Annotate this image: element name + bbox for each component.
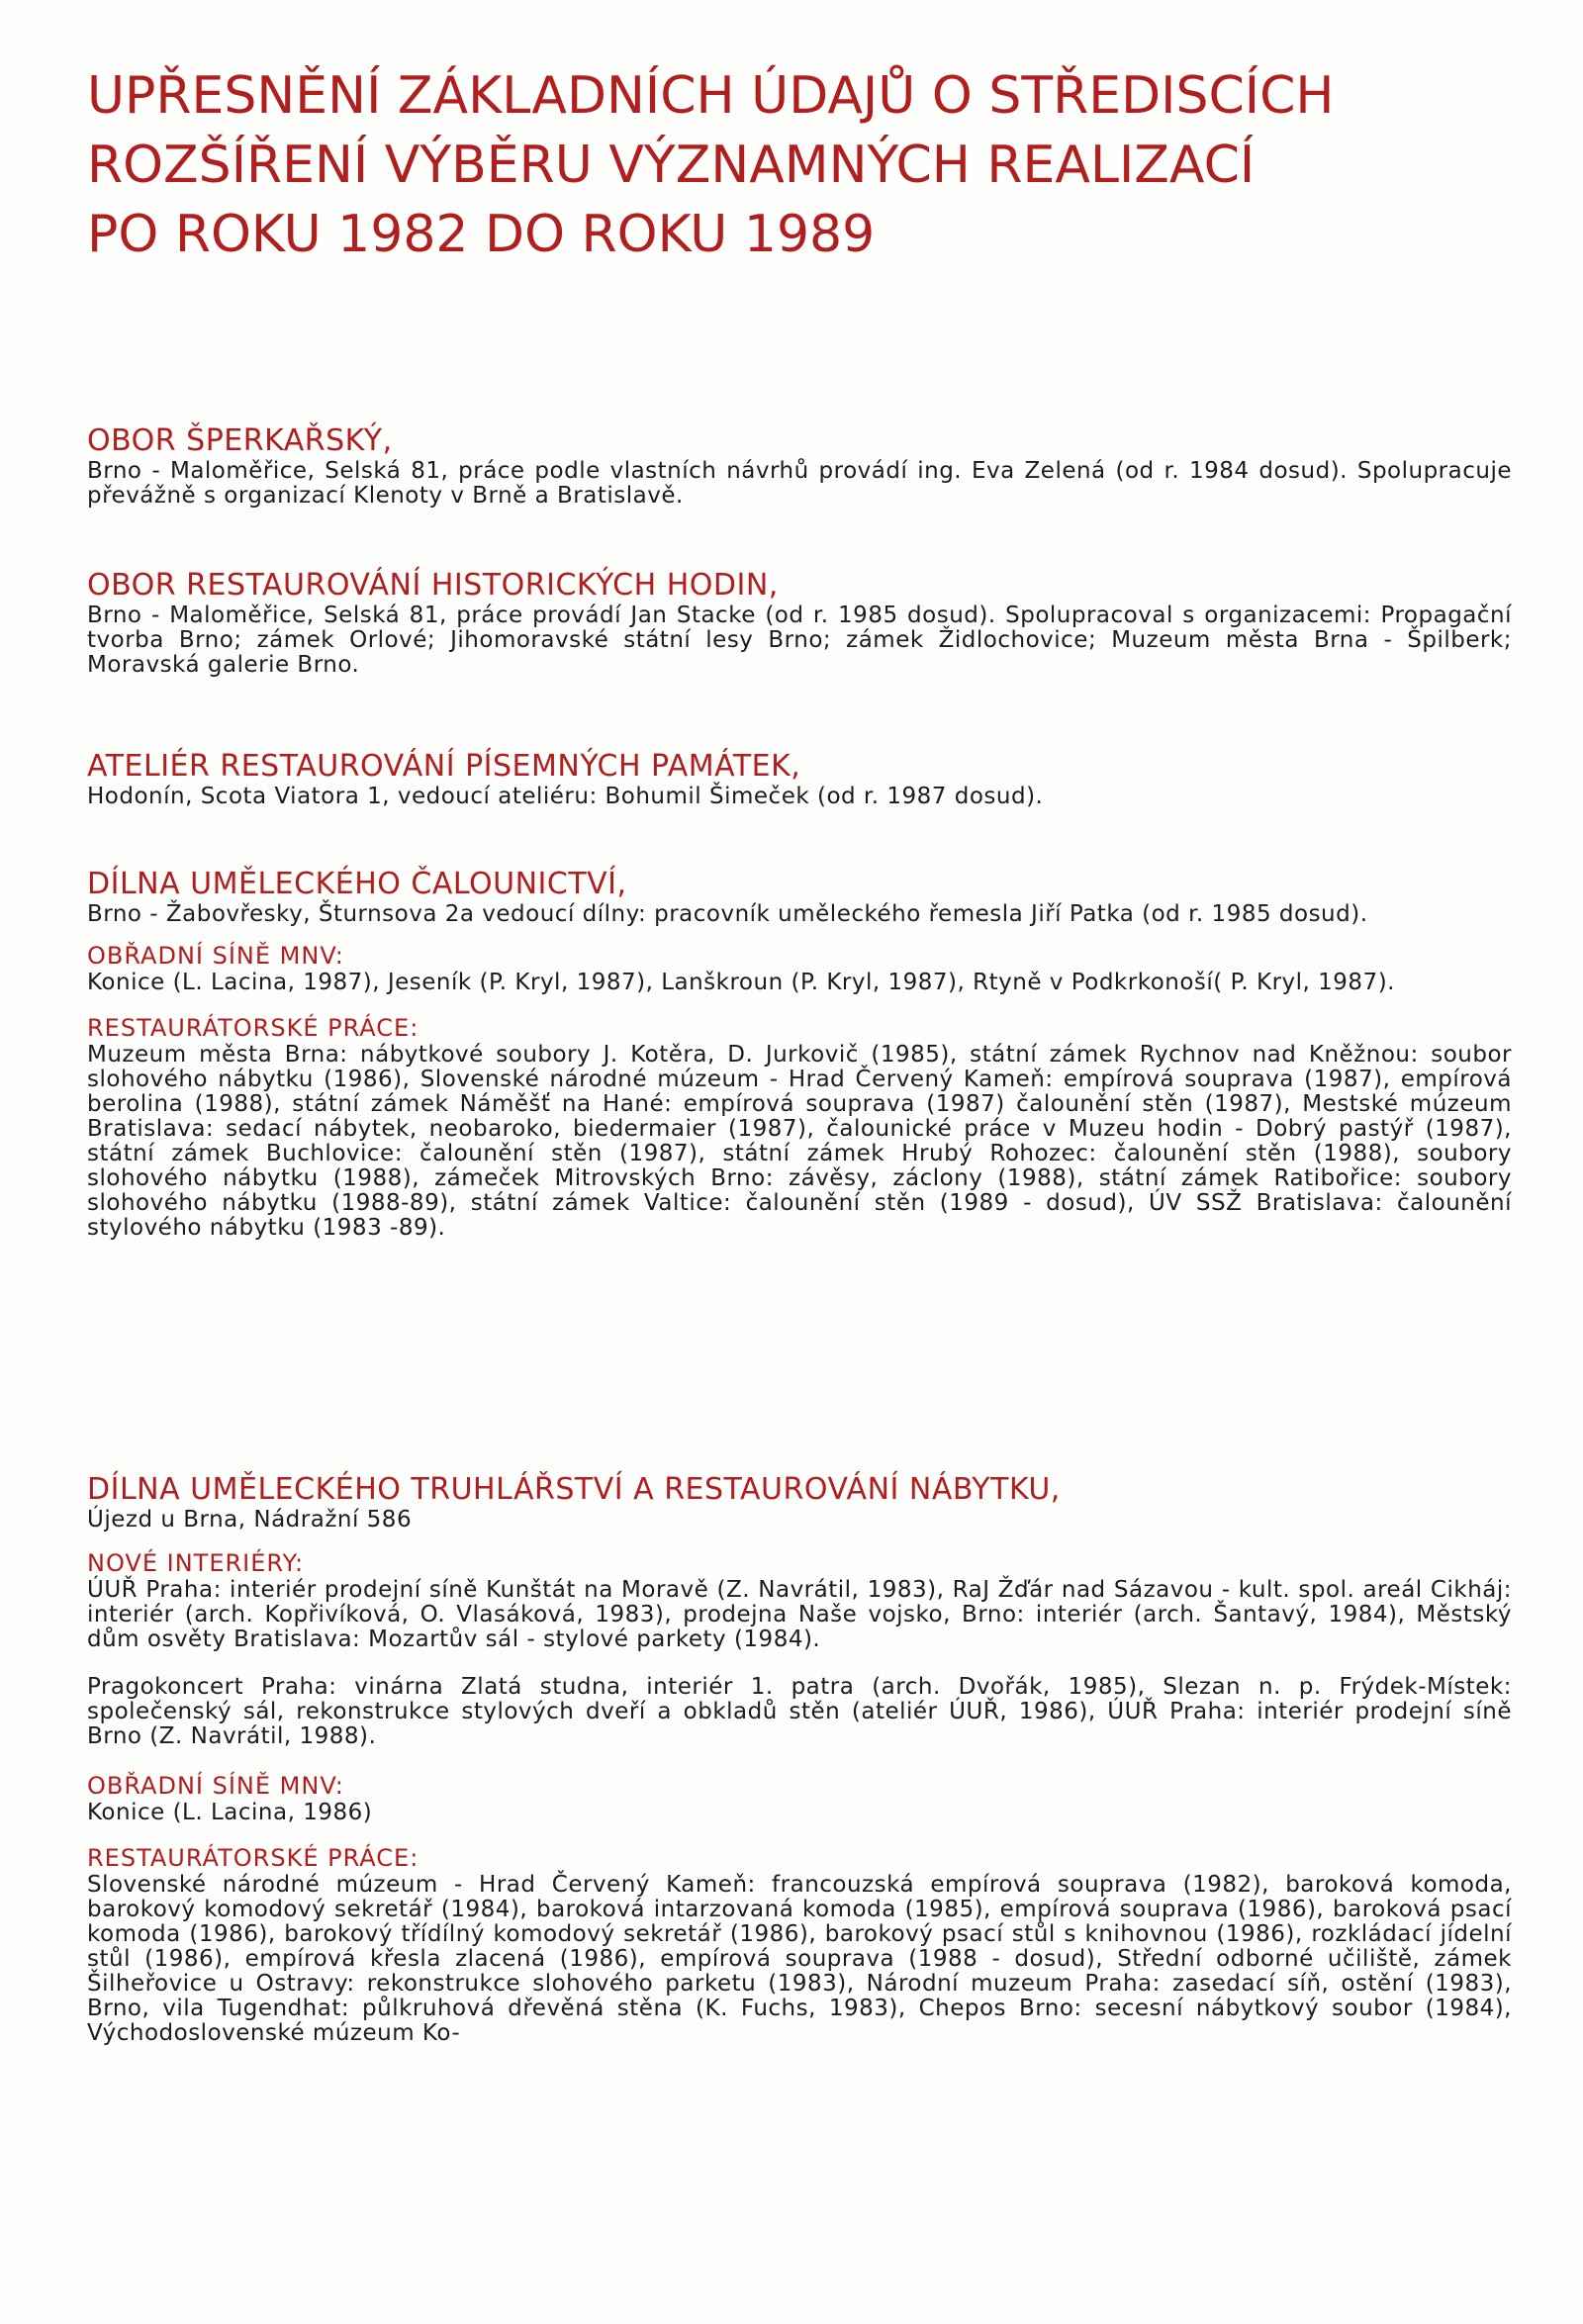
- new-interiors-text: ÚUŘ Praha: interiér prodejní síně Kunštát na Moravě (Z. Navrátil, 1983), RaJ Žďár nad Sázavou - kult. spol. areál Cikháj: interiér (arch. Kopřivíková, O. Vlasáková, 1983), prodejna Naše vojsko, Brno: interiér (arch. Šantavý, 1984), Městský dům osvěty Bratislava: Mozartův sál - stylové parkety (1984).: [87, 1577, 1512, 1652]
- subheading-ceremonial-halls: OBŘADNÍ SÍNĚ MNV:: [87, 1772, 344, 1800]
- section-clocks: [87, 568, 1512, 678]
- section-text: Brno - Maloměřice, Selská 81, práce podle vlastních návrhů provádí ing. Eva Zelená (od r. 1984 dosud). Spolupracuje převážně s organizací Klenoty v Brně a Bratislavě.: [87, 458, 1512, 509]
- title-line-1: UPŘESNĚNÍ ZÁKLADNÍCH ÚDAJŮ O STŘEDISCÍCH: [87, 66, 1335, 126]
- restoration-text: Slovenské národné múzeum - Hrad Červený Kameň: francouzská empírová souprava (1982), baroková komoda, barokový komodový sekretář (1984), baroková intarzovaná komoda (1985), empírová souprava (1986), baroková psací komoda (1986), barokový třídílný komodový sekretář (1986), barokový psací stůl s knihovnou (1986), rozkládací jídelní stůl (1986), empírová křesla zlacená (1986), empírová souprava (1988 - dosud), Střední odborné učiliště, zámek Šilheřovice u Ostravy: rekonstrukce slohového parketu (1983), Národní muzeum Praha: zasedací síň, ostění (1983), Brno, vila Tugendhat: půlkruhová dřevěná stěna (K. Fuchs, 1983), Chepos Brno: secesní nábytkový soubor (1984), Východoslovenské múzeum Ko-: [87, 1872, 1512, 2046]
- section-address: Újezd u Brna, Nádražní 586: [87, 1507, 413, 1533]
- section-heading: DÍLNA UMĚLECKÉHO ČALOUNICTVÍ,: [87, 867, 627, 901]
- section-text: Hodonín, Scota Viatora 1, vedoucí ateliéru: Bohumil Šimeček (od r. 1987 dosud).: [87, 784, 1044, 809]
- restoration-text: Muzeum města Brna: nábytkové soubory J. Kotěra, D. Jurkovič (1985), státní zámek Rychnov nad Kněžnou: soubor slohového nábytku (1986), Slovenské národné múzeum - Hrad Červený Kameň: empírová souprava (1987), empírová berolina (1988), státní zámek Náměšť na Hané: empírová souprava (1987) čalounění stěn (1987), Mestské múzeum Bratislava: sedací nábytek, neobaroko, biedermaier (1987), čalounické práce v Muzeu hodin - Dobrý pastýř (1987), státní zámek Buchlovice: čalounění stěn (1987), státní zámek Hrubý Rohozec: čalounění stěn (1988), soubory slohového nábytku (1988), zámeček Mitrovských Brno: závěsy, záclony (1988), státní zámek Ratibořice: soubory slohového nábytku (1988-89), státní zámek Valtice: čalounění stěn (1989 - dosud), ÚV SSŽ Bratislava: čalounění stylového nábytku (1983 -89).: [87, 1042, 1512, 1241]
- section-jewelry: [87, 423, 1512, 509]
- document-page: [87, 61, 1512, 2046]
- title-line-3: PO ROKU 1982 DO ROKU 1989: [87, 205, 876, 264]
- section-text: Brno - Maloměřice, Selská 81, práce provádí Jan Stacke (od r. 1985 dosud). Spolupracoval s organizacemi: Propagační tvorba Brno; zámek Orlové; Jihomoravské státní lesy Brno; zámek Židlochovice; Muzeum města Brna - Špilberk; Moravská galerie Brno.: [87, 603, 1512, 678]
- page-title: [87, 61, 1512, 269]
- subheading-ceremonial-halls: OBŘADNÍ SÍNĚ MNV:: [87, 942, 344, 970]
- section-heading: OBOR ŠPERKAŘSKÝ,: [87, 423, 393, 458]
- ceremonial-halls-text: Konice (L. Lacina, 1986): [87, 1800, 373, 1825]
- section-carpentry: [87, 1472, 1512, 2046]
- ceremonial-halls-text: Konice (L. Lacina, 1987), Jeseník (P. Kryl, 1987), Lanškroun (P. Kryl, 1987), Rtyně v Podkrkonoší( P. Kryl, 1987).: [87, 970, 1395, 995]
- title-line-2: ROZŠÍŘENÍ VÝBĚRU VÝZNAMNÝCH REALIZACÍ: [87, 136, 1256, 195]
- subheading-new-interiors: NOVÉ INTERIÉRY:: [87, 1549, 305, 1577]
- section-heading: OBOR RESTAUROVÁNÍ HISTORICKÝCH HODIN,: [87, 568, 779, 603]
- new-interiors-text-2: Pragokoncert Praha: vinárna Zlatá studna, interiér 1. patra (arch. Dvořák, 1985), Slezan n. p. Frýdek-Místek: společenský sál, rekonstrukce stylových dveří a obkladů stěn (ateliér ÚUŘ, 1986), ÚUŘ Praha: interiér prodejní síně Brno (Z. Navrátil, 1988).: [87, 1674, 1512, 1749]
- subheading-restoration: RESTAURÁTORSKÉ PRÁCE:: [87, 1014, 419, 1042]
- section-text: Brno - Žabovřesky, Šturnsova 2a vedoucí dílny: pracovník uměleckého řemesla Jiří Patka (od r. 1985 dosud).: [87, 901, 1368, 927]
- subheading-restoration: RESTAURÁTORSKÉ PRÁCE:: [87, 1844, 419, 1872]
- section-upholstery: [87, 867, 1512, 1241]
- section-heading: DÍLNA UMĚLECKÉHO TRUHLÁŘSTVÍ A RESTAUROVÁNÍ NÁBYTKU,: [87, 1472, 1061, 1507]
- section-documents: [87, 749, 1512, 809]
- section-heading: ATELIÉR RESTAUROVÁNÍ PÍSEMNÝCH PAMÁTEK,: [87, 749, 801, 784]
